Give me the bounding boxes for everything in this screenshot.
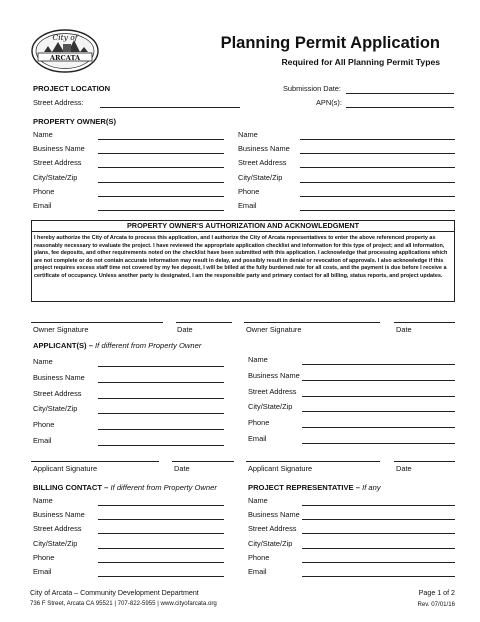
property-owners-heading: PROPERTY OWNER(S) [33,117,116,126]
owner-signature-field[interactable] [31,312,163,322]
applicant-signature-line-2 [246,461,380,462]
authorization-text: I hereby authorize the City of Arcata to process this application, and I authorize the City of Arcata representatives to enter the above referenced property as reasonably necessary to evaluate the project. I have reviewed the appropriate application checklist and information for this type of project; and all information, plans, fee deposits, and other requirements noted on the checklist have been submitted with this application. I acknowledge that processing applications which are not complete or do not contain accurate information may result in delay, and possibly result in denial or revocation of approvals. I also acknowledge if this project requires excess staff time not covered by my fee deposit, I will be billed at the fully burdened rate for all costs, and the payment is due before I receive a certificate of occupancy. Unless another party is designated, I am the responsible party and primary contact for all billing, status reports, and project updates. [34,235,448,279]
owner-date-line-2 [394,322,455,323]
applicant-date-field-2[interactable] [394,451,455,461]
owner-date-label-2: Date [396,325,412,334]
owner-2-name-field[interactable] [300,129,455,139]
billing-phone-label: Phone [33,552,55,562]
applicant-1-name-label: Name [33,357,53,366]
project-representative-note: If any [362,483,381,492]
applicant-2-business-name-label: Business Name [248,370,300,380]
applicant-1-name-field[interactable] [98,356,224,366]
owner-1-business-name-field[interactable] [98,143,224,153]
applicants-heading: APPLICANT(S) – If different from Property Owner [33,341,202,350]
applicant-2-city-state-zip-line [302,411,455,412]
owner-1-business-name-label: Business Name [33,144,85,154]
applicant-signature-label-2: Applicant Signature [248,464,313,473]
owner-2-email-line [300,210,455,211]
billing-business-name-field[interactable] [98,509,224,519]
billing-phone-line [98,562,224,563]
owner-2-city-state-zip-line [300,182,455,183]
applicant-1-business-name-field[interactable] [98,372,224,382]
applicant-2-phone-label: Phone [248,418,270,428]
applicant-2-business-name-line [302,380,455,381]
applicant-2-email-line [302,443,455,444]
billing-name-line [98,505,224,506]
applicant-1-phone-field[interactable] [98,419,224,429]
billing-email-label: Email [33,567,52,576]
footer-department: City of Arcata – Community Development Department [30,589,199,597]
owner-1-phone-line [98,196,224,197]
owner-1-email-field[interactable] [98,200,224,210]
applicant-1-email-label: Email [33,436,52,445]
svg-text:ARCATA: ARCATA [49,54,81,62]
owner-1-business-name-line [98,153,224,154]
billing-street-address-line [98,533,224,534]
owner-2-business-name-label: Business Name [238,144,290,154]
owner-2-business-name-field[interactable] [300,143,455,153]
applicant-signature-label: Applicant Signature [33,464,98,473]
owner-signature-label: Owner Signature [33,325,89,334]
representative-phone-label: Phone [248,552,270,562]
apn-field[interactable] [346,97,454,107]
owner-2-name-label: Name [238,130,258,139]
applicant-1-business-name-label: Business Name [33,372,85,382]
applicant-2-email-label: Email [248,434,267,443]
applicant-2-email-field[interactable] [302,433,455,443]
owner-2-city-state-zip-label: City/State/Zip [238,172,283,182]
applicant-2-street-address-line [302,396,455,397]
owner-2-street-address-line [300,167,455,168]
project-location-heading: PROJECT LOCATION [33,84,111,93]
owner-1-city-state-zip-field[interactable] [98,172,224,182]
billing-contact-heading: BILLING CONTACT – If different from Property Owner [33,483,217,492]
owner-1-phone-field[interactable] [98,186,224,196]
owner-date-line [176,322,232,323]
owner-2-phone-field[interactable] [300,186,455,196]
applicant-2-city-state-zip-label: City/State/Zip [248,402,293,412]
owner-1-email-label: Email [33,201,52,210]
applicant-1-email-field[interactable] [98,435,224,445]
applicant-1-business-name-line [98,382,224,383]
owner-2-city-state-zip-field[interactable] [300,172,455,182]
project-representative-heading-label: PROJECT REPRESENTATIVE [248,483,354,492]
billing-name-label: Name [33,496,53,505]
applicant-2-business-name-field[interactable] [302,370,455,380]
billing-name-field[interactable] [98,495,224,505]
billing-city-state-zip-label: City/State/Zip [33,538,78,548]
billing-contact-heading-label: BILLING CONTACT [33,483,103,492]
owner-2-name-line [300,139,455,140]
billing-city-state-zip-field[interactable] [98,538,224,548]
applicant-1-email-line [98,445,224,446]
representative-city-state-zip-line [302,548,455,549]
applicant-2-phone-field[interactable] [302,417,455,427]
owner-1-street-address-field[interactable] [98,157,224,167]
owner-1-street-address-label: Street Address [33,158,82,168]
owner-2-email-field[interactable] [300,200,455,210]
owner-1-name-label: Name [33,130,53,139]
applicant-2-name-field[interactable] [302,354,455,364]
applicant-signature-field-2[interactable] [246,451,380,461]
billing-street-address-label: Street Address [33,524,82,534]
footer-revision: Rev. 07/01/16 [417,601,455,608]
billing-business-name-line [98,519,224,520]
representative-business-name-line [302,519,455,520]
applicant-1-name-line [98,366,224,367]
applicant-1-city-state-zip-line [98,413,224,414]
street-address-line [100,107,240,108]
representative-email-label: Email [248,567,267,576]
applicant-date-field[interactable] [172,451,234,461]
city-seal-logo [30,28,100,74]
submission-date-line [346,93,454,94]
submission-date-label: Submission Date: [283,84,341,93]
applicant-signature-field[interactable] [31,451,159,461]
owner-2-phone-line [300,196,455,197]
representative-business-name-field[interactable] [302,509,455,519]
representative-name-line [302,505,455,506]
authorization-heading: PROPERTY OWNER'S AUTHORIZATION AND ACKNOWLEDGMENT [31,220,455,232]
billing-city-state-zip-line [98,548,224,549]
representative-email-field[interactable] [302,566,455,576]
representative-business-name-label: Business Name [248,510,300,520]
footer-address: 736 F Street, Arcata CA 95521 | 707-822-5955 | www.cityofarcata.org [30,600,217,607]
owner-date-field[interactable] [176,312,232,322]
owner-signature-line-2 [244,322,380,323]
owner-2-email-label: Email [238,201,257,210]
page-title: Planning Permit Application [220,34,440,52]
applicant-2-street-address-field[interactable] [302,386,455,396]
applicant-1-street-address-label: Street Address [33,388,82,398]
representative-phone-field[interactable] [302,552,455,562]
apn-label: APN(s): [316,98,342,107]
applicant-1-street-address-field[interactable] [98,388,224,398]
applicant-signature-line [31,461,159,462]
owner-2-street-address-field[interactable] [300,157,455,167]
applicant-2-street-address-label: Street Address [248,386,297,396]
applicant-1-phone-line [98,429,224,430]
applicants-heading-label: APPLICANT(S) [33,341,87,350]
billing-street-address-field[interactable] [98,523,224,533]
owner-2-street-address-label: Street Address [238,158,287,168]
apn-line [346,107,454,108]
billing-phone-field[interactable] [98,552,224,562]
representative-city-state-zip-label: City/State/Zip [248,538,293,548]
street-address-field[interactable] [100,97,240,107]
submission-date-field[interactable] [346,83,454,93]
representative-name-field[interactable] [302,495,455,505]
applicant-1-city-state-zip-field[interactable] [98,403,224,413]
footer-page-number: Page 1 of 2 [418,589,455,597]
owner-1-city-state-zip-line [98,182,224,183]
applicant-1-street-address-line [98,398,224,399]
owner-1-city-state-zip-label: City/State/Zip [33,172,78,182]
applicant-2-name-label: Name [248,355,268,364]
applicant-date-line [172,461,234,462]
owner-1-street-address-line [98,167,224,168]
representative-street-address-line [302,533,455,534]
billing-contact-note: If different from Property Owner [110,483,217,492]
applicant-2-city-state-zip-field[interactable] [302,401,455,411]
owner-2-business-name-line [300,153,455,154]
owner-1-name-field[interactable] [98,129,224,139]
owner-1-email-line [98,210,224,211]
representative-city-state-zip-field[interactable] [302,538,455,548]
svg-text:City of: City of [52,33,78,42]
owner-1-name-line [98,139,224,140]
owner-signature-line [31,322,163,323]
street-address-label: Street Address: [33,98,84,107]
applicant-date-label: Date [174,464,190,473]
applicant-1-phone-label: Phone [33,420,55,430]
owner-date-field-2[interactable] [394,312,455,322]
owner-1-phone-label: Phone [33,186,55,196]
applicants-note: If different from Property Owner [95,341,202,350]
representative-phone-line [302,562,455,563]
project-representative-heading: PROJECT REPRESENTATIVE – If any [248,483,381,492]
representative-name-label: Name [248,496,268,505]
owner-date-label: Date [177,325,193,334]
applicant-date-label-2: Date [396,464,412,473]
page-subtitle: Required for All Planning Permit Types [281,57,440,67]
owner-signature-field-2[interactable] [244,312,380,322]
applicant-2-name-line [302,364,455,365]
applicant-2-phone-line [302,427,455,428]
owner-2-phone-label: Phone [238,186,260,196]
billing-business-name-label: Business Name [33,510,85,520]
billing-email-field[interactable] [98,566,224,576]
representative-email-line [302,576,455,577]
owner-signature-label-2: Owner Signature [246,325,302,334]
applicant-date-line-2 [394,461,455,462]
representative-street-address-label: Street Address [248,524,297,534]
representative-street-address-field[interactable] [302,523,455,533]
applicant-1-city-state-zip-label: City/State/Zip [33,404,78,414]
billing-email-line [98,576,224,577]
